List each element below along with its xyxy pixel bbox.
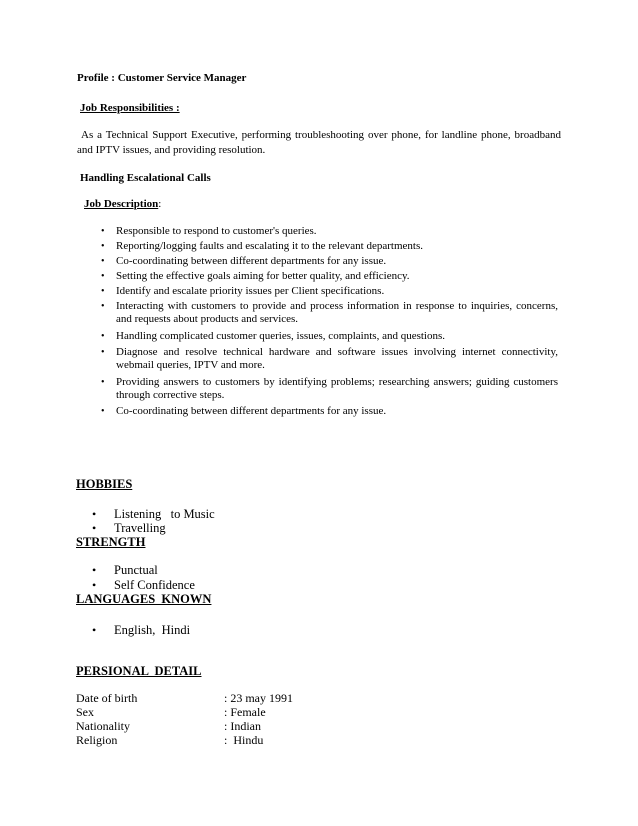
job-responsibilities-text: As a Technical Support Executive, performing troubleshooting over phone, for landline phone, broadband and IPTV issues, and providing resolution. bbox=[77, 129, 561, 156]
hobby-item: Listening to Music bbox=[114, 507, 215, 521]
list-item: Setting the effective goals aiming for better quality, and efficiency. bbox=[116, 270, 410, 282]
personal-detail-heading: PERSIONAL DETAIL bbox=[76, 664, 202, 678]
list-item: Handling complicated customer queries, issues, complaints, and questions. bbox=[116, 330, 446, 342]
bullet-icon: • bbox=[101, 286, 105, 297]
bullet-icon: • bbox=[101, 271, 105, 282]
list-item: Co-coordinating between different departments for any issue. bbox=[116, 255, 387, 267]
job-description-colon: : bbox=[158, 198, 162, 210]
nationality-value: : Indian bbox=[224, 719, 261, 733]
handling-heading: Handling Escalational Calls bbox=[80, 172, 211, 184]
bullet-icon: • bbox=[101, 256, 105, 267]
bullet-icon: • bbox=[101, 241, 105, 252]
hobby-item: Travelling bbox=[114, 521, 166, 535]
dob-label: Date of birth bbox=[76, 691, 138, 705]
nationality-label: Nationality bbox=[76, 719, 130, 733]
job-description-title: Job Description bbox=[84, 198, 159, 210]
bullet-icon: • bbox=[92, 521, 97, 535]
bullet-icon: • bbox=[101, 226, 105, 237]
bullet-icon: • bbox=[101, 301, 105, 312]
language-item: English, Hindi bbox=[114, 623, 191, 637]
religion-value: : Hindu bbox=[224, 733, 264, 747]
profile-line: Profile : Customer Service Manager bbox=[77, 72, 247, 84]
languages-heading: LANGUAGES KNOWN bbox=[76, 592, 212, 606]
religion-label: Religion bbox=[76, 733, 118, 747]
bullet-icon: • bbox=[92, 563, 97, 577]
bullet-icon: • bbox=[101, 377, 105, 388]
list-item: Diagnose and resolve technical hardware and software issues involving internet connectivity, webmail queries, IPTV and more. bbox=[116, 346, 558, 371]
bullet-icon: • bbox=[101, 331, 105, 342]
sex-label: Sex bbox=[76, 705, 94, 719]
bullet-icon: • bbox=[92, 623, 97, 637]
list-item: Identify and escalate priority issues per Client specifications. bbox=[116, 285, 385, 297]
job-description-heading bbox=[84, 198, 161, 210]
bullet-icon: • bbox=[101, 347, 105, 358]
bullet-icon: • bbox=[92, 578, 97, 592]
bullet-icon: • bbox=[101, 406, 105, 417]
hobbies-heading: HOBBIES bbox=[76, 477, 133, 491]
strength-item: Punctual bbox=[114, 563, 158, 577]
job-responsibilities-heading: Job Responsibilities : bbox=[80, 102, 180, 114]
list-item: Reporting/logging faults and escalating it to the relevant departments. bbox=[116, 240, 424, 252]
strength-item: Self Confidence bbox=[114, 578, 195, 592]
list-item: Interacting with customers to provide and process information in response to inquiries, concerns, and requests about products and services. bbox=[116, 300, 558, 325]
list-item: Responsible to respond to customer's queries. bbox=[116, 225, 317, 237]
bullet-icon: • bbox=[92, 507, 97, 521]
dob-value: : 23 may 1991 bbox=[224, 691, 293, 705]
sex-value: : Female bbox=[224, 705, 266, 719]
list-item: Co-coordinating between different departments for any issue. bbox=[116, 405, 387, 417]
list-item: Providing answers to customers by identifying problems; researching answers; guiding customers through corrective steps. bbox=[116, 376, 558, 401]
strength-heading: STRENGTH bbox=[76, 535, 146, 549]
